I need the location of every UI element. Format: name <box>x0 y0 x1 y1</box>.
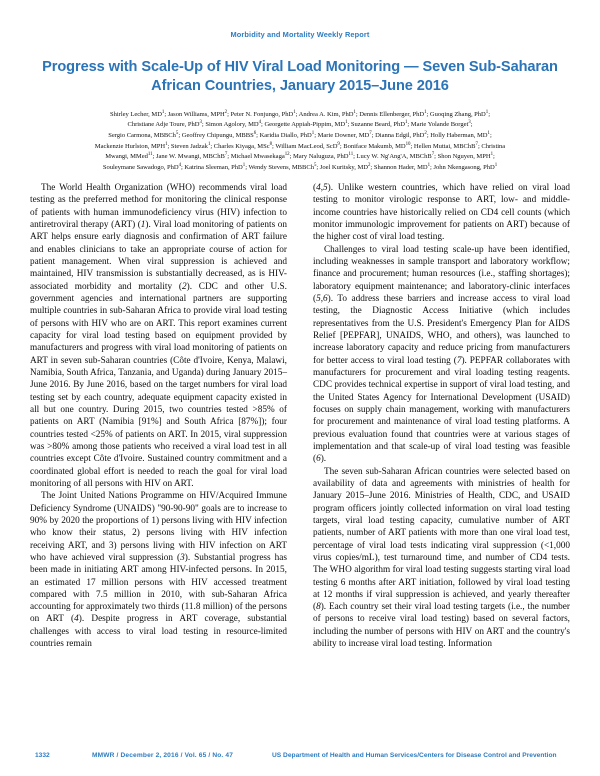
footer-issue-info: MMWR / December 2, 2016 / Vol. 65 / No. 47 <box>92 752 234 759</box>
author-line: Christiane Adje Toure, PhD$^3$; Simon Agolory, $MD^4$; Georgette Appiah-Pippim, $MD^1$; Suzanne Beard, PhD$^1$; Marie Yolande Borget$^3$; <box>127 120 473 129</box>
body-paragraph: The World Health Organization (WHO) recommends viral load testing as the preferred method for monitoring the clinical response of patients with human immunodeficiency virus (HIV) infection to antiretroviral therapy (ART) (1). Viral load monitoring of patients on ART helps ensure early diagnosis and confirmation of ART failure and enables clinicians to take an appropriate course of action for patient management. When viral suppression is achieved and maintained, HIV transmission is substantially decreased, as is HIV-associated morbidity and mortality (2). CDC and other U.S. government agencies and international partners are supporting multiple countries in sub-Saharan Africa to provide viral load testing of persons with HIV who are on ART. This report examines current capacity for viral load testing based on equipment provided by manufacturers and progress with viral load monitoring of patients on ART in seven sub-Saharan countries (Côte d'Ivoire, Kenya, Malawi, Namibia, South Africa, Tanzania, and Uganda) during January 2015–June 2016. By June 2016, based on the target numbers for viral load testing set by each country, adequate equipment capacity existed in all but one country. During 2015, two countries tested >85% of patients on ART (Namibia [91%] and South Africa [87%]); four countries tested <25% of patients on ART. In 2015, viral suppression was >80% among those patients who received a viral load test in all countries except Côte d'Ivoire. Sustained country commitment and a coordinated global effort is needed to reach the goal for viral load monitoring of all persons with HIV on ART. <box>30 183 287 489</box>
footer-agency: US Department of Health and Human Services/Centers for Disease Control and Prevention <box>272 752 557 759</box>
author-line: Souleymane Sawadogo, PhD$^4$; Katrina Sleeman, PhD$^1$; Wendy Stevens, MBBCh$^5$; Joel Kuritsky, $MD^2$; Shannon Hader, $MD^1$; John Nkengasong, PhD$^1$ <box>102 162 498 171</box>
body-paragraph: The Joint United Nations Programme on HIV/Acquired Immune Deficiency Syndrome (UNAIDS) "90-90-90" goals are to increase to 90% by 2020 the proportions of 1) persons living with HIV infection who know their status, 2) persons living with HIV infection receiving ART, and 3) persons living with HIV infection on ART who have achieved viral suppression (3). Substantial progress has been made in initiating ART among HIV-infected persons. In 2015, an estimated 17 million persons with HIV accessed treatment compared with 7.5 million in 2010, with sub-Saharan Africa accounting for approximately two thirds (11.8 million) of the persons on ART (4). Despite progress in ART coverage, substantial challenges with access to viral load testing in resource-limited countries remain <box>30 491 287 650</box>
article-body <box>30 182 570 650</box>
body-paragraph: (4,5). Unlike western countries, which have relied on viral load testing to monitor virologic response to ART, low- and middle-income countries have historically relied on CD4 cell counts (which monitor immunologic improvement for patients on ART) because of the higher cost of viral load testing. <box>313 183 570 243</box>
body-paragraph: Challenges to viral load testing scale-up have been identified, including weaknesses in sample transport and laboratory workflow; finance and procurement; human resources (i.e., staffing shortages); laboratory equipment maintenance; and laboratory-clinic interfaces (5,6). To address these barriers and increase access to viral load testing, the Diagnostic Access Initiative (which includes representatives from the U.S. President's Emergency Plan for AIDS Relief [PEPFAR], UNAIDS, WHO, and others), was launched to increase laboratory capacity and reduce pricing from manufacturers for better access to viral load testing (7). PEPFAR collaborates with manufacturers for procurement and viral loading testing reagents. CDC provides technical expertise in support of viral load testing, and the United States Agency for International Development (USAID) focuses on supply chain management, working with manufacturers for procurement and maintenance of viral load testing platforms. A previous evaluation found that countries were at various stages of implementation and that scale-up of viral load testing was feasible (6). <box>313 244 571 465</box>
author-list <box>26 110 574 174</box>
page-title <box>38 58 562 97</box>
author-line: Mackenzie Hurlston, MPH$^1$; Steven Jadzak$^1$; Charles Kiyaga, MSc$^8$; William MacLeod, ScD$^9$; Boniface Makumb, MD$^{10}$; Hellen Muttai, MBChB$^7$; Christina <box>94 141 506 150</box>
author-line: Sergio Carmona, MBBCh$^5$; Geoffrey Chipungu, MBBS$^6$; Karidia Diallo, PhD$^1$; Marie Downer, $MD^7$; Dianna Edgil, PhD$^2$; Holly Haberman, $MD^1$; <box>108 130 492 139</box>
body-paragraph: The seven sub-Saharan African countries were selected based on availability of data and agreements with ministries of health for January 2015–June 2016. Ministries of Health, CDC, and USAID program officers jointly collected information on viral load testing targets, viral load testing capacity, cumulative number of ART patients, number of ART patients with more than one viral load test, percentage of viral load tests indicating viral suppression (<1,000 virus copies/mL), test turnaround time, and number of CD4 tests. The WHO algorithm for viral load testing suggests starting viral load testing 6 months after ART initiation, followed by viral load testing at 12 months if viral suppression is achieved, and yearly thereafter (8). Each country set their viral load testing targets (i.e., the number of persons to receive viral load testing) based on several factors, including the number of persons with HIV on ART and the country's ability to increase viral load testing. Information <box>313 466 570 650</box>
body-column-right <box>313 182 570 650</box>
author-line: Shirley Lecher, $MD^1$; Jason Williams, MPH$^2$; Peter N. Fonjungo, PhD$^1$; Andrea A. Kim, PhD$^1$; Dennis Ellenberger, PhD$^1$; Guoqing Zhang, PhD$^1$; <box>109 109 491 118</box>
running-head: Morbidity and Mortality Weekly Report <box>230 30 370 39</box>
body-column-left <box>30 182 287 650</box>
author-line: Mwangi, MMed$^{11}$; Jane W. Mwangi, MBChB$^7$; Michael Mwasekaga$^{12}$; Mary Naluguza, PhD$^{11}$; Lucy W. Ng'Ang'A, MBChB$^7$; Shon Nguyen, MPH$^1$; <box>105 152 495 161</box>
title-line-1: Progress with Scale-Up of HIV Viral Load Monitoring — Seven Sub-Saharan <box>42 59 558 75</box>
title-line-2: African Countries, January 2015–June 2016 <box>151 78 449 95</box>
footer-page-number: 1332 <box>35 752 50 759</box>
